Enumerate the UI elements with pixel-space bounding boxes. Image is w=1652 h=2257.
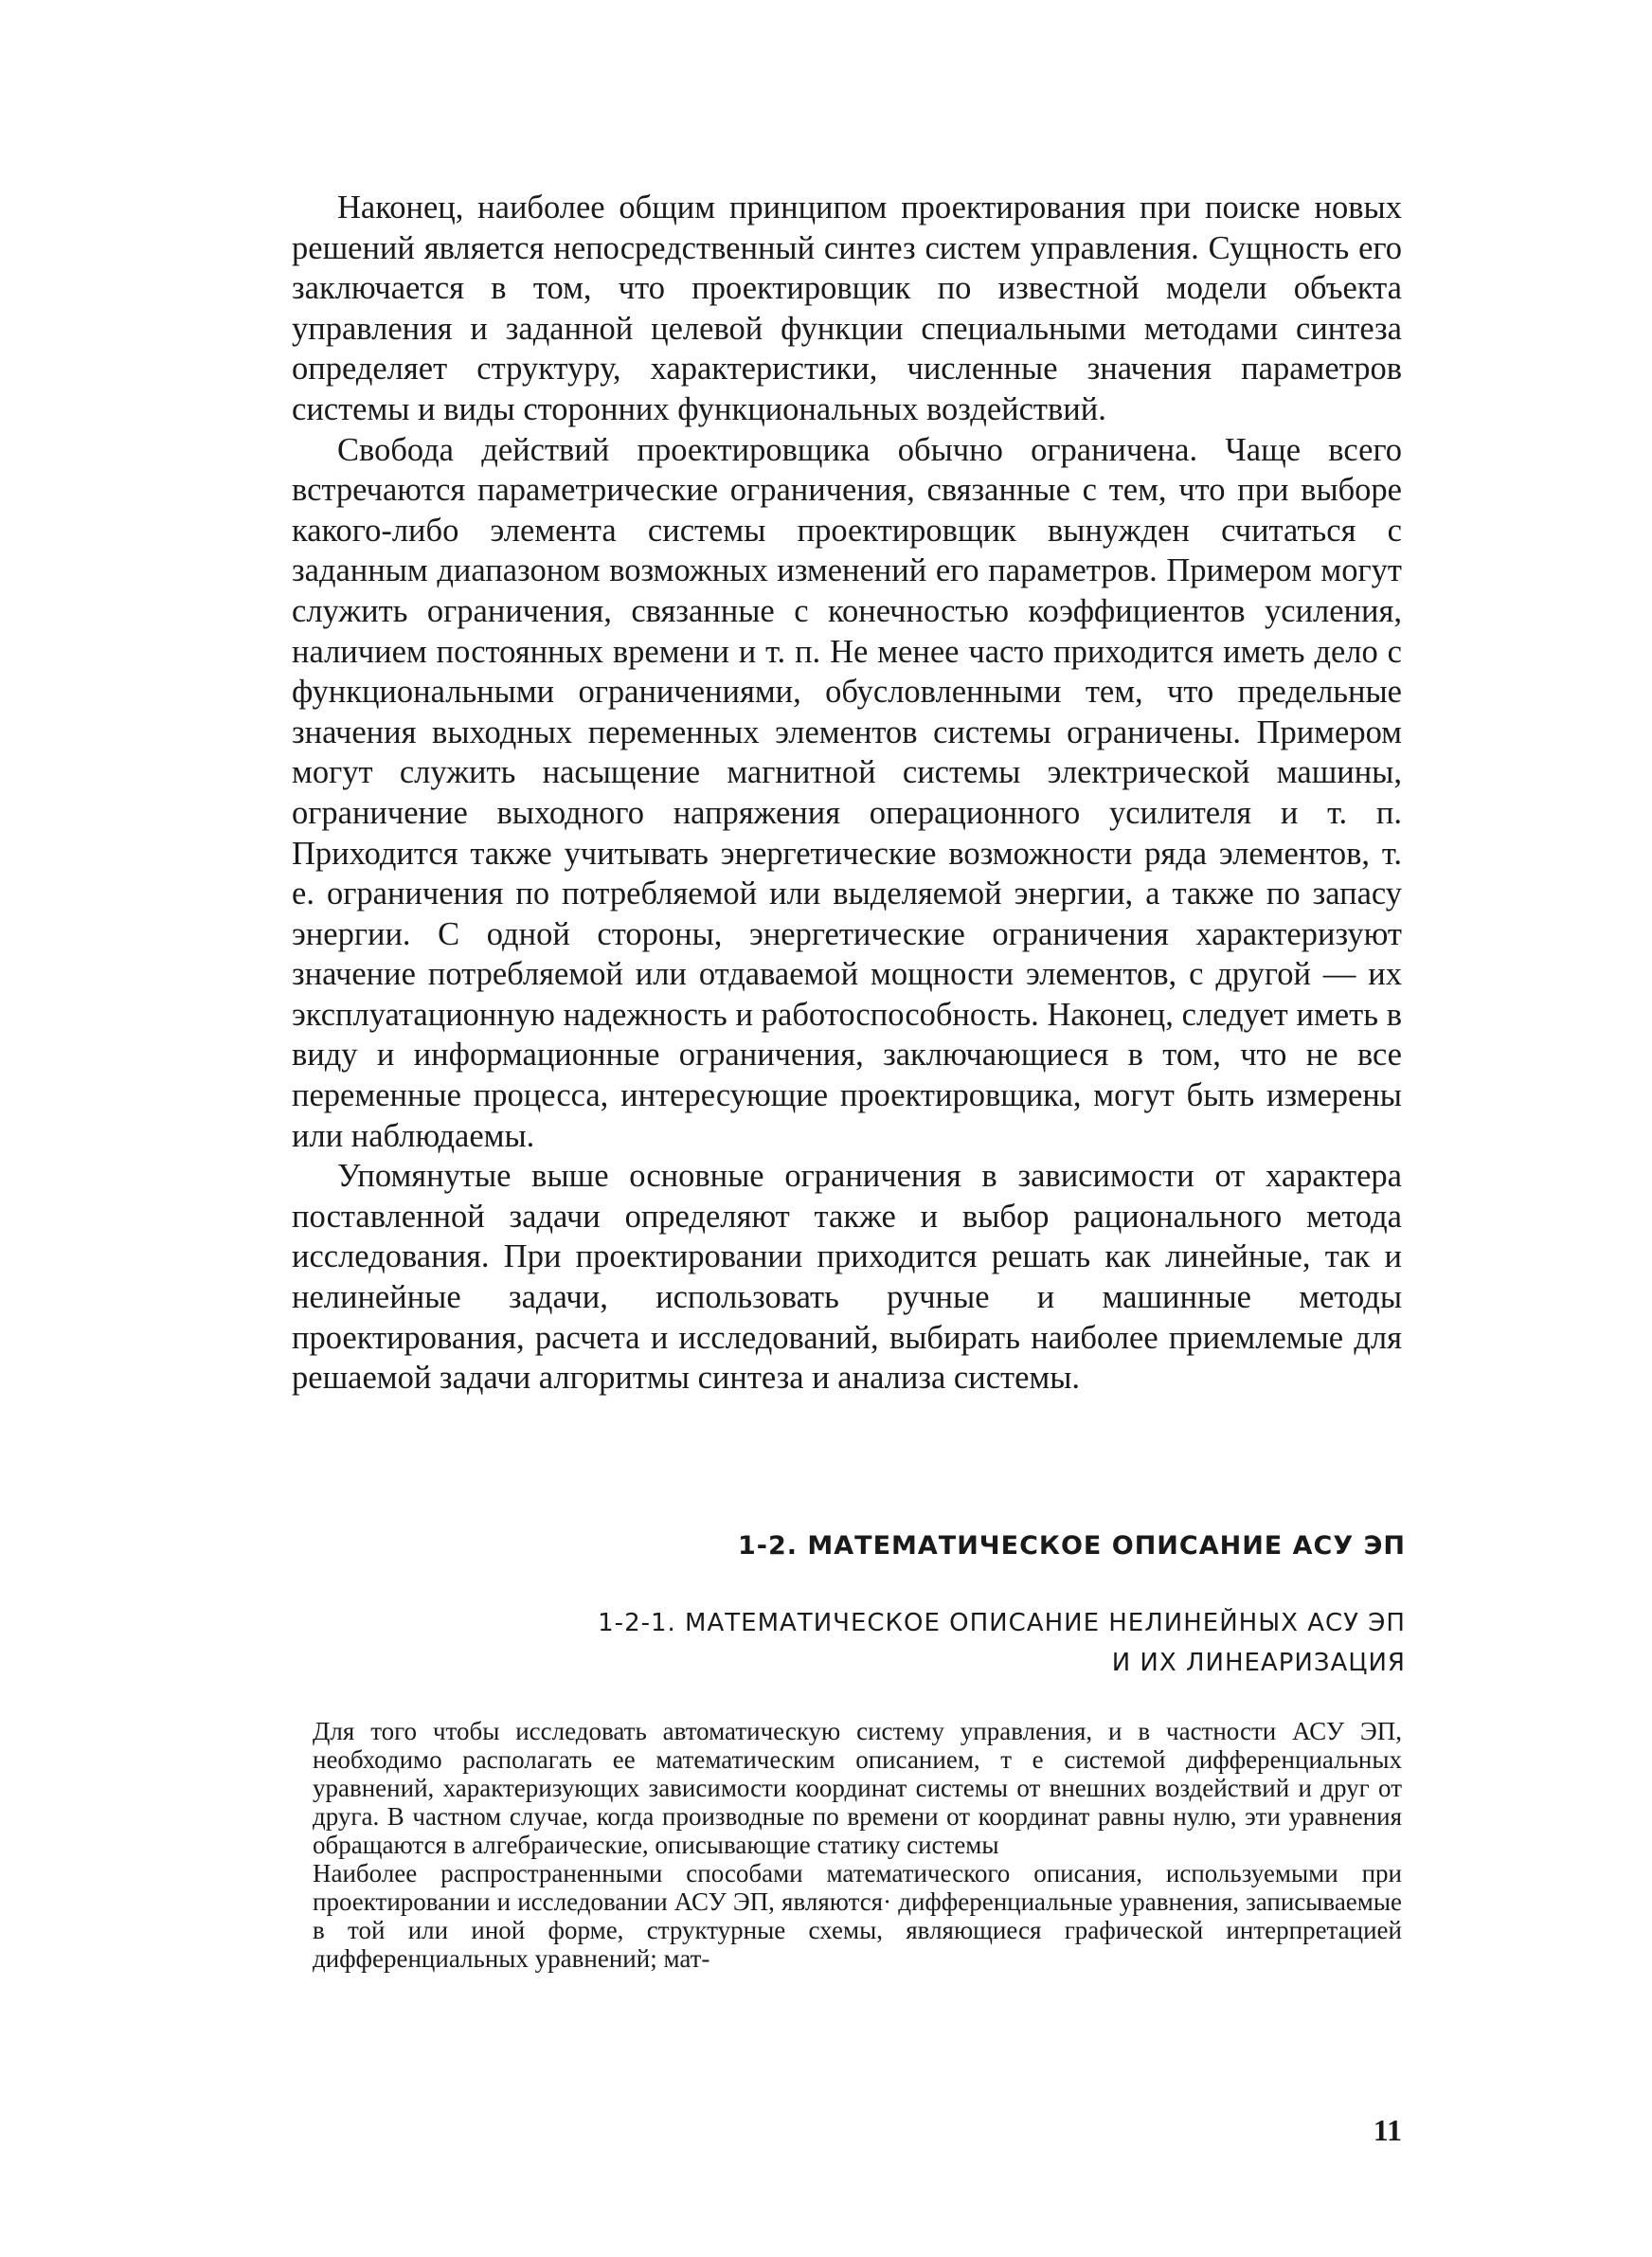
paragraph-2: Свобода действий проектировщика обычно ограничена. Чаще всего встречаются параметрические ограничения, связанные с тем, что при выборе какого-либо элемента системы проектировщик вынужден считаться с заданным диапазоном возможных изменений его параметров. Примером могут служить ограничения, связанные с конечностью коэффициентов усиления, наличием постоянных времени и т. п. Не менее часто приходится иметь дело с функциональными ограничениями, обусловленными тем, что предельные значения выходных переменных элементов системы ограничены. Примером могут служить насыщение магнитной системы электрической машины, ограничение выходного напряжения операционного усилителя и т. п. Приходится также учитывать энергетические возможности ряда элементов, т. е. ограничения по потребляемой или выделяемой энергии, а также по запасу энергии. С одной стороны, энергетические ограничения характеризуют значение потребляемой или отдаваемой мощности элементов, с другой — их эксплуатационную надежность и работоспособность. Наконец, следует иметь в виду и информационные ограничения, заключающиеся в том, что не все переменные процесса, интересующие проектировщика, могут быть измерены или наблюдаемы.	[292, 431, 1402, 1154]
section-heading: 1-2. МАТЕМАТИЧЕСКОЕ ОПИСАНИЕ АСУ ЭП	[737, 1531, 1406, 1561]
main-text	[292, 188, 1402, 1399]
subsection-heading-line-1: 1-2-1. МАТЕМАТИЧЕСКОЕ ОПИСАНИЕ НЕЛИНЕЙНЫХ АСУ ЭП	[598, 1609, 1406, 1637]
small-paragraph-1: Для того чтобы исследовать автоматическую систему управления, и в частности АСУ ЭП, необходимо располагать ее математическим описанием, т е системой дифференциальных уравнений, характеризующих зависимости координат системы от внешних воздействий и друг от друга. В частном случае, когда производные по времени от координат равны нулю, эти уравнения обращаются в алгебраические, описывающие статику системы	[313, 1717, 1402, 1859]
page-number: 11	[1373, 2113, 1402, 2147]
paragraph-3: Упомянутые выше основные ограничения в зависимости от характера поставленной задачи определяют также и выбор рационального метода исследования. При проектировании приходится решать как линейные, так и нелинейные задачи, использовать ручные и машинные методы проектирования, расчета и исследований, выбирать наиболее приемлемые для решаемой задачи алгоритмы синтеза и анализа системы.	[292, 1158, 1402, 1397]
subsection-heading-line-2: И ИХ ЛИНЕАРИЗАЦИЯ	[1111, 1649, 1406, 1677]
small-print-text	[313, 1717, 1402, 1973]
small-paragraph-2: Наиболее распространенными способами математического описания, используемыми при проектировании и исследовании АСУ ЭП, являются· дифференциальные уравнения, записываемые в той или иной форме, структурные схемы, являющиеся графической интерпретацией дифференциальных уравнений; мат-	[313, 1859, 1402, 1973]
subsection-heading	[477, 1603, 1406, 1683]
paragraph-1: Наконец, наиболее общим принципом проектирования при поиске новых решений является непосредственный синтез систем управления. Сущность его заключается в том, что проектировщик по известной модели объекта управления и заданной целевой функции специальными методами синтеза определяет структуру, характеристики, численные значения параметров системы и виды сторонних функциональных воздействий.	[292, 190, 1402, 427]
